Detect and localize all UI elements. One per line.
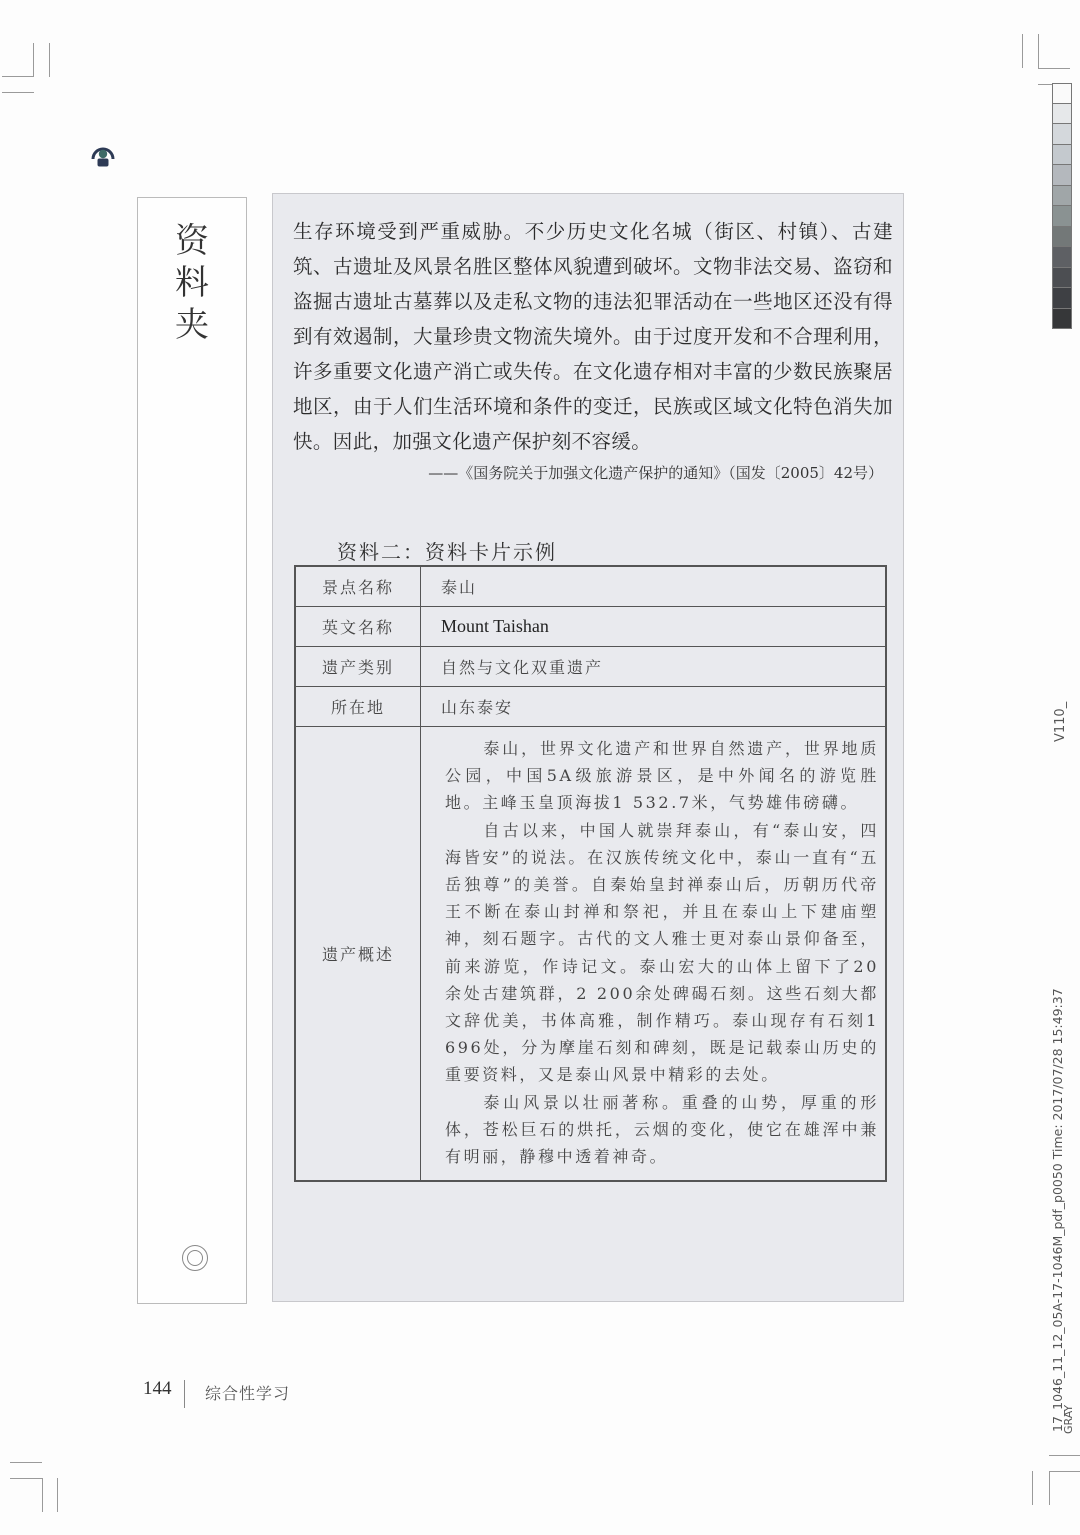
grayscale-swatch xyxy=(1052,186,1072,207)
description-paragraph: 泰山，世界文化遗产和世界自然遗产，世界地质公园，中国5A级旅游景区，是中外闻名的游览胜地。主峰玉皇顶海拔1 532.7米，气势雄伟磅礴。 xyxy=(445,739,879,813)
crop-mark xyxy=(1022,34,1023,68)
crop-mark xyxy=(1038,34,1039,68)
print-info: 17_1046_11_12_05A-17-1046M_pdf_p0050 Time: 2017/07/28 15:49:37 xyxy=(1050,988,1065,1432)
grayscale-swatch xyxy=(1052,124,1072,145)
section-subtitle: 资料二：资料卡片示例 xyxy=(337,540,557,564)
description-paragraph: 自古以来，中国人就崇拜泰山，有“泰山安，四海皆安”的说法。在汉族传统文化中，泰山一直有“五岳独尊”的美誉。自秦始皇封禅泰山后，历朝历代帝王不断在泰山封禅和祭祀，并且在泰山上下建庙塑神，刻石题字。古代的文人雅士更对泰山景仰备至，前来游览，作诗记文。泰山宏大的山体上留下了20余处古建筑群，2 200余处碑碣石刻。这些石刻大都文辞优美，书体高雅，制作精巧。泰山现存有石刻1 696处，分为摩崖石刻和碑刻，既是记载泰山历史的重要资料，又是泰山风景中精彩的去处。 xyxy=(445,820,879,1085)
grayscale-swatch xyxy=(1052,309,1072,330)
grayscale-swatch xyxy=(1052,104,1072,125)
page-number: 144 xyxy=(143,1378,172,1399)
table-row xyxy=(295,727,886,1182)
row-label: 景点名称 xyxy=(295,566,421,607)
grayscale-swatch xyxy=(1052,145,1072,166)
sidebar-title-char: 料 xyxy=(175,263,209,303)
info-card-table xyxy=(294,565,887,1182)
row-value: 泰山 xyxy=(421,566,887,607)
crop-mark xyxy=(10,1462,42,1463)
sidebar-label-panel xyxy=(137,197,247,1304)
row-value: Mount Taishan xyxy=(421,607,887,647)
grayscale-swatch xyxy=(1052,165,1072,186)
table-row xyxy=(295,607,886,647)
crop-mark xyxy=(1049,1471,1050,1505)
color-mode-label: GRAY xyxy=(1062,1404,1075,1434)
double-circle-icon xyxy=(182,1245,208,1271)
crop-mark xyxy=(57,1478,58,1512)
crop-mark xyxy=(2,92,34,93)
row-label: 遗产概述 xyxy=(295,727,421,1182)
grayscale-calibration-bar xyxy=(1052,83,1072,329)
crop-mark xyxy=(1032,1471,1033,1505)
crop-mark xyxy=(49,43,50,77)
grayscale-swatch xyxy=(1052,247,1072,268)
crop-mark xyxy=(10,1478,42,1479)
table-row xyxy=(295,566,886,607)
footer-divider xyxy=(184,1380,185,1408)
citation-source: ——《国务院关于加强文化遗产保护的通知》（国发〔2005〕42号） xyxy=(428,464,883,482)
row-label: 英文名称 xyxy=(295,607,421,647)
grayscale-swatch xyxy=(1052,268,1072,289)
version-label: V110_ xyxy=(1053,701,1068,742)
crop-mark xyxy=(2,76,34,77)
grayscale-swatch xyxy=(1052,83,1072,104)
material-panel xyxy=(272,193,904,1302)
listener-icon xyxy=(90,143,116,169)
table-row xyxy=(295,687,886,727)
description-paragraph: 泰山风景以壮丽著称。重叠的山势，厚重的形体，苍松巨石的烘托，云烟的变化，使它在雄浑中兼有明丽，静穆中透着神奇。 xyxy=(445,1092,879,1167)
crop-mark xyxy=(33,43,34,77)
row-value: 山东泰安 xyxy=(421,687,887,727)
body-paragraph: 生存环境受到严重威胁。不少历史文化名城（街区、村镇）、古建筑、古遗址及风景名胜区整体风貌遭到破坏。文物非法交易、盗窃和盗掘古遗址古墓葬以及走私文物的违法犯罪活动在一些地区还没有得到有效遏制，大量珍贵文物流失境外。由于过度开发和不合理利用，许多重要文化遗产消亡或失传。在文化遗存相对丰富的少数民族聚居地区，由于人们生活环境和条件的变迁，民族或区域文化特色消失加快。因此，加强文化遗产保护刻不容缓。 xyxy=(293,220,893,453)
sidebar-title-char: 资 xyxy=(175,221,209,261)
grayscale-swatch xyxy=(1052,288,1072,309)
crop-mark xyxy=(42,1478,43,1512)
description-cell xyxy=(421,727,887,1182)
row-label: 遗产类别 xyxy=(295,647,421,687)
grayscale-swatch xyxy=(1052,206,1072,227)
table-row xyxy=(295,647,886,687)
crop-mark xyxy=(1038,68,1070,69)
section-title: 综合性学习 xyxy=(205,1384,291,1403)
crop-mark xyxy=(1049,1471,1080,1472)
grayscale-swatch xyxy=(1052,227,1072,248)
sidebar-title-char: 夹 xyxy=(175,305,209,345)
crop-mark xyxy=(1049,1455,1080,1456)
row-label: 所在地 xyxy=(295,687,421,727)
row-value: 自然与文化双重遗产 xyxy=(421,647,887,687)
sidebar-title xyxy=(138,220,246,346)
